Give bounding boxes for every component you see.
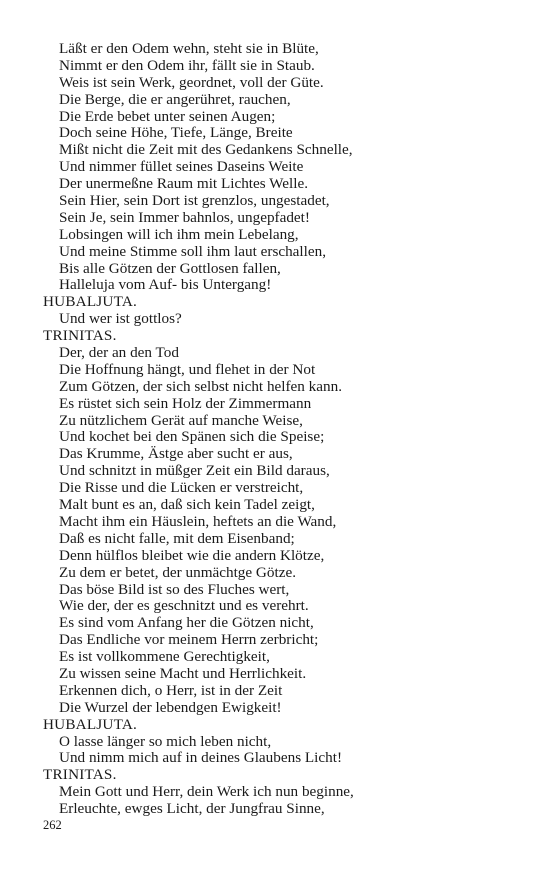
verse-line: Die Berge, die er angerühret, rauchen,	[59, 90, 291, 108]
verse-line: Erkennen dich, o Herr, ist in der Zeit	[59, 681, 283, 699]
verse-line: Sein Hier, sein Dort ist grenzlos, ungestadet,	[59, 192, 330, 210]
verse-line: Erleuchte, ewges Licht, der Jungfrau Sinne,	[59, 800, 325, 818]
page-number: 262	[43, 818, 62, 832]
verse-line: Zum Götzen, der sich selbst nicht helfen kann.	[59, 377, 343, 395]
verse-line: Das böse Bild ist so des Fluches wert,	[59, 580, 290, 598]
verse-line: Und wer ist gottlos?	[59, 310, 182, 328]
verse-line: Die Erde bebet unter seinen Augen;	[59, 107, 276, 125]
verse-line: Mißt nicht die Zeit mit des Gedankens Schnelle,	[59, 141, 353, 159]
verse-line: Daß es nicht falle, mit dem Eisenband;	[59, 529, 295, 547]
verse-line: Macht ihm ein Häuslein, heftets an die Wand,	[59, 512, 337, 530]
verse-line: Die Hoffnung hängt, und flehet in der Not	[59, 360, 316, 378]
verse-line: Nimmt er den Odem ihr, fällt sie in Staub.	[59, 56, 315, 74]
verse-line: Und schnitzt in müßger Zeit ein Bild daraus,	[59, 462, 330, 480]
verse-line: Mein Gott und Herr, dein Werk ich nun beginne,	[59, 783, 354, 801]
verse-line: Es ist vollkommene Gerechtigkeit,	[59, 648, 270, 666]
verse-line: Es rüstet sich sein Holz der Zimmermann	[59, 394, 312, 412]
verse-line: Sein Je, sein Immer bahnlos, ungepfadet!	[59, 208, 310, 226]
verse-line: Weis ist sein Werk, geordnet, voll der Güte.	[59, 73, 324, 91]
speaker-name: TRINITAS.	[43, 327, 117, 345]
verse-line: Und nimm mich auf in deines Glaubens Licht!	[59, 749, 343, 767]
page-text	[43, 41, 533, 818]
verse-line: Zu dem er betet, der unmächtge Götze.	[59, 563, 296, 581]
verse-line: Läßt er den Odem wehn, steht sie in Blüte,	[59, 40, 319, 57]
verse-line: O lasse länger so mich leben nicht,	[59, 732, 272, 750]
verse-line: Der unermeßne Raum mit Lichtes Welle.	[59, 175, 309, 193]
verse-line: Das Krumme, Ästge aber sucht er aus,	[59, 445, 293, 463]
verse-line: Der, der an den Tod	[59, 344, 179, 362]
verse-line: Und kochet bei den Spänen sich die Speise;	[59, 428, 325, 446]
speaker-name: TRINITAS.	[43, 766, 117, 784]
speaker-name: HUBALJUTA.	[43, 293, 138, 311]
verse-line: Zu wissen seine Macht und Herrlichkeit.	[59, 664, 307, 682]
verse-line: Es sind vom Anfang her die Götzen nicht,	[59, 614, 314, 632]
verse-line: Die Risse und die Lücken er verstreicht,	[59, 479, 304, 497]
verse-line: Malt bunt es an, daß sich kein Tadel zeigt,	[59, 496, 315, 514]
verse-line: Und nimmer füllet seines Daseins Weite	[59, 158, 304, 176]
verse-line: Halleluja vom Auf- bis Untergang!	[59, 276, 272, 294]
verse-line: Das Endliche vor meinem Herrn zerbricht;	[59, 631, 319, 649]
verse-line: Und meine Stimme soll ihm laut erschallen,	[59, 242, 326, 260]
verse-line: Bis alle Götzen der Gottlosen fallen,	[59, 259, 281, 277]
verse-line: Lobsingen will ich ihm mein Lebelang,	[59, 225, 299, 243]
verse-line: Zu nützlichem Gerät auf manche Weise,	[59, 411, 303, 429]
verse-line: Wie der, der es geschnitzt und es verehrt.	[59, 597, 309, 615]
verse-line: Die Wurzel der lebendgen Ewigkeit!	[59, 698, 282, 716]
speaker-name: HUBALJUTA.	[43, 715, 138, 733]
verse-line: Doch seine Höhe, Tiefe, Länge, Breite	[59, 124, 293, 142]
verse-line: Denn hülflos bleibet wie die andern Klötze,	[59, 546, 325, 564]
